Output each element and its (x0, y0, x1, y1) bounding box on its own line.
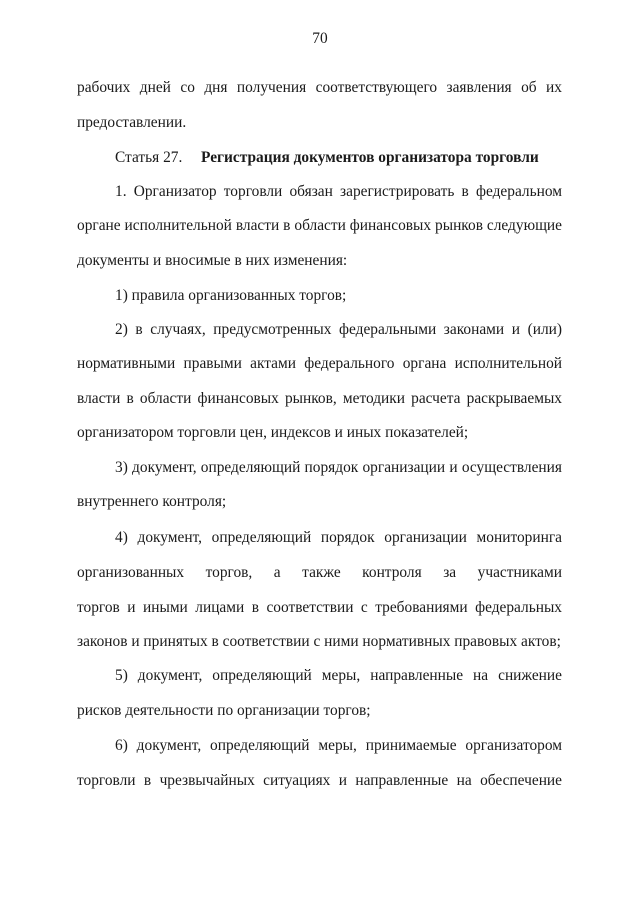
text-line: 3) документ, определяющий порядок организации и осуществления (115, 459, 562, 476)
article-number: Статья 27. (115, 149, 183, 166)
text-line: предоставлении. (77, 114, 187, 131)
text-line: организатором торговли цен, индексов и иных показателей; (77, 424, 469, 441)
text-line: внутреннего контроля; (77, 493, 227, 510)
text-line: законов и принятых в соответствии с ними нормативных правовых актов; (77, 633, 561, 650)
page-number: 70 (312, 30, 328, 47)
text-line: документы и вносимые в них изменения: (77, 252, 348, 269)
article-heading (115, 150, 562, 165)
text-line: 2) в случаях, предусмотренных федеральными законами и (или) (115, 321, 562, 338)
text-line: нормативными правыми актами федерального органа исполнительной (77, 355, 562, 372)
text-line: 1) правила организованных торгов; (115, 287, 347, 304)
text-line: организованных торгов, а также контроля за участниками (77, 564, 562, 581)
text-line: торгов и иными лицами в соответствии с требованиями федеральных (77, 599, 562, 616)
text-line: рисков деятельности по организации торгов; (77, 702, 371, 719)
text-line: 6) документ, определяющий меры, принимаемые организатором (115, 737, 562, 754)
article-title: Регистрация документов организатора торговли (201, 149, 539, 166)
text-line: органе исполнительной власти в области финансовых рынков следующие (77, 217, 562, 234)
text-line: 4) документ, определяющий порядок организации мониторинга (115, 529, 562, 546)
text-line: 1. Организатор торговли обязан зарегистрировать в федеральном (115, 183, 562, 200)
text-line: торговли в чрезвычайных ситуациях и направленные на обеспечение (77, 772, 562, 789)
text-line: 5) документ, определяющий меры, направленные на снижение (115, 667, 562, 684)
text-line: рабочих дней со дня получения соответствующего заявления об их (77, 79, 562, 96)
text-line: власти в области финансовых рынков, методики расчета раскрываемых (77, 390, 562, 407)
